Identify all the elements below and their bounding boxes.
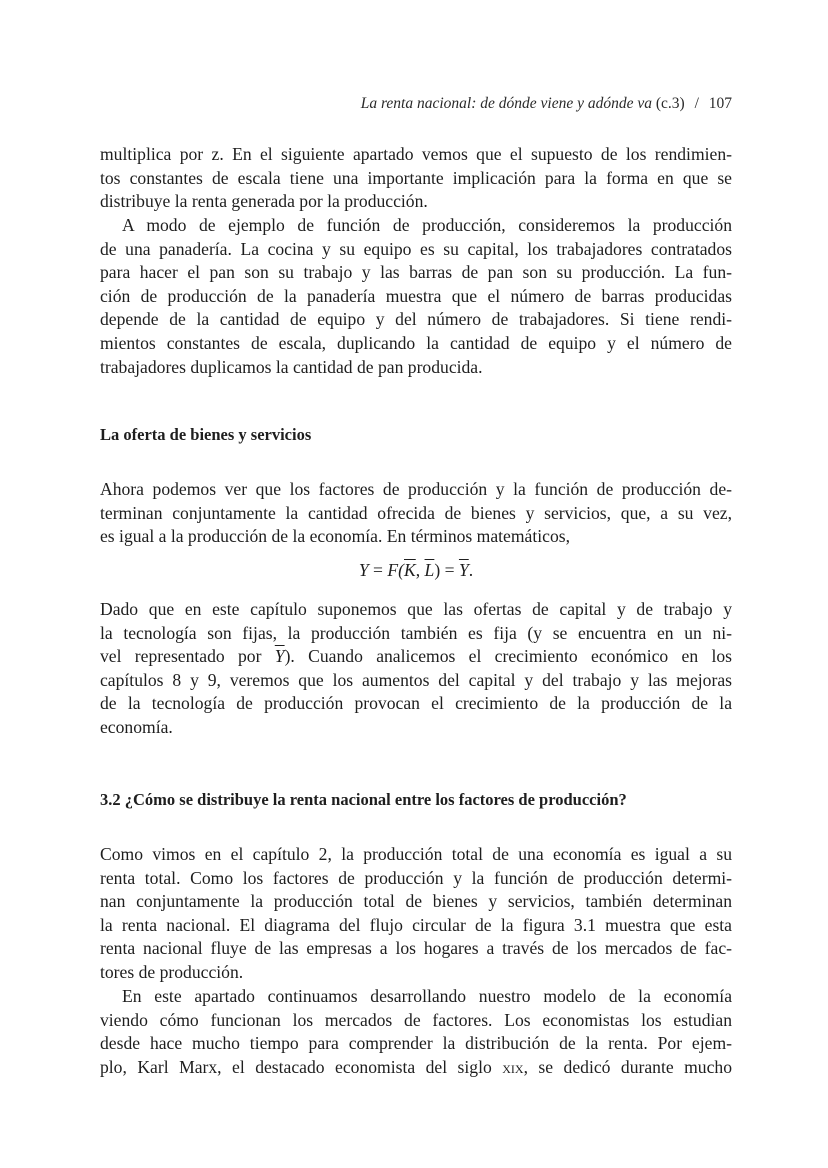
text-line: para hacer el pan son su trabajo y las barras de pan son su producción. La fun- <box>100 262 732 283</box>
text-line: viendo cómo funcionan los mercados de factores. Los economistas los estudian <box>100 1009 732 1030</box>
text-line: Como vimos en el capítulo 2, la producción total de una economía es igual a su <box>100 844 732 864</box>
chapter-label: (c.3) <box>655 95 685 112</box>
paragraph-5 <box>100 843 732 985</box>
text-fragment: vel representado por <box>100 646 275 667</box>
text-fragment: plo, Karl Marx, el destacado economista del siglo <box>100 1056 503 1077</box>
eq-output: Y <box>358 560 369 580</box>
text-line <box>100 645 732 669</box>
text-line: terminan conjuntamente la cantidad ofrecida de bienes y servicios, que, a su vez, <box>100 502 732 523</box>
page-number: 107 <box>708 95 732 112</box>
text-line: distribuye la renta generada por la producción. <box>100 191 428 212</box>
text-line: tos constantes de escala tiene una importante implicación para la forma en que se <box>100 167 732 188</box>
fixed-output-symbol: $\overline{Y}$ <box>274 646 285 667</box>
text-line: la renta nacional. El diagrama del flujo circular de la figura 3.1 muestra que esta <box>100 914 732 935</box>
running-header <box>361 95 732 113</box>
text-line: ción de producción de la panadería muestra que el número de barras producidas <box>100 285 732 306</box>
text-line: En este apartado continuamos desarrollando nuestro modelo de la economía <box>122 986 732 1006</box>
century-numeral: xix <box>502 1056 524 1077</box>
text-line: multiplica por z. En el siguiente apartado vemos que el supuesto de los rendimien- <box>100 144 732 164</box>
eq-function: F( <box>387 560 404 580</box>
eq-comma: , <box>415 560 425 580</box>
text-line: desde hace mucho tiempo para comprender la distribución de la renta. Por ejem- <box>100 1033 732 1054</box>
eq-period: . <box>468 560 474 580</box>
text-line: la tecnología son fijas, la producción también es fija (y se encuentra en un ni- <box>100 622 732 643</box>
text-line: trabajadores duplicamos la cantidad de pan producida. <box>100 356 483 377</box>
text-fragment: , se dedicó durante mucho <box>523 1056 732 1077</box>
text-line: mientos constantes de escala, duplicando la cantidad de equipo y el número de <box>100 332 732 353</box>
text-line: renta nacional fluye de las empresas a los hogares a través de los mercados de fac- <box>100 938 732 959</box>
text-line: Ahora podemos ver que los factores de producción y la función de producción de- <box>100 479 732 499</box>
eq-capital: $\overline{K}$ <box>404 560 416 580</box>
paragraph-6 <box>100 985 732 1079</box>
section-heading-3-2: 3.2 ¿Cómo se distribuye la renta nacional entre los factores de producción? <box>100 790 627 809</box>
eq-fixed-output: $\overline{Y}$ <box>458 560 469 580</box>
section-heading: La oferta de bienes y servicios <box>100 425 312 444</box>
eq-equals: = <box>368 560 388 580</box>
text-line: A modo de ejemplo de función de producción, consideremos la producción <box>122 215 732 235</box>
text-line: economía. <box>100 716 173 737</box>
text-line: depende de la cantidad de equipo y del número de trabajadores. Si tiene rendi- <box>100 309 732 330</box>
text-line: de la tecnología de producción provocan el crecimiento de la producción de la <box>100 693 732 714</box>
paragraph-1 <box>100 143 732 214</box>
eq-paren: ) <box>434 560 441 580</box>
text-line: capítulos 8 y 9, veremos que los aumentos del capital y del trabajo y las mejoras <box>100 669 732 690</box>
paragraph-4 <box>100 598 732 740</box>
text-fragment: ). Cuando analicemos el crecimiento económico en los <box>284 646 732 667</box>
eq-labor: $\overline{L}$ <box>424 560 435 580</box>
eq-equals: = <box>440 560 459 580</box>
running-title: La renta nacional: de dónde viene y adónde va <box>360 95 652 112</box>
paragraph-3 <box>100 478 732 549</box>
text-line: de una panadería. La cocina y su equipo es su capital, los trabajadores contratados <box>100 238 732 259</box>
text-line: tores de producción. <box>100 961 244 982</box>
text-line <box>100 1056 732 1080</box>
text-line: renta total. Como los factores de producción y la función de producción determi- <box>100 867 732 888</box>
paragraph-2 <box>100 214 732 379</box>
text-line: nan conjuntamente la producción total de bienes y servicios, también determinan <box>100 891 732 912</box>
text-line: es igual a la producción de la economía. En términos matemáticos, <box>100 526 570 547</box>
header-separator: / <box>694 95 699 112</box>
production-equation <box>100 560 732 581</box>
text-line: Dado que en este capítulo suponemos que las ofertas de capital y de trabajo y <box>100 599 732 619</box>
